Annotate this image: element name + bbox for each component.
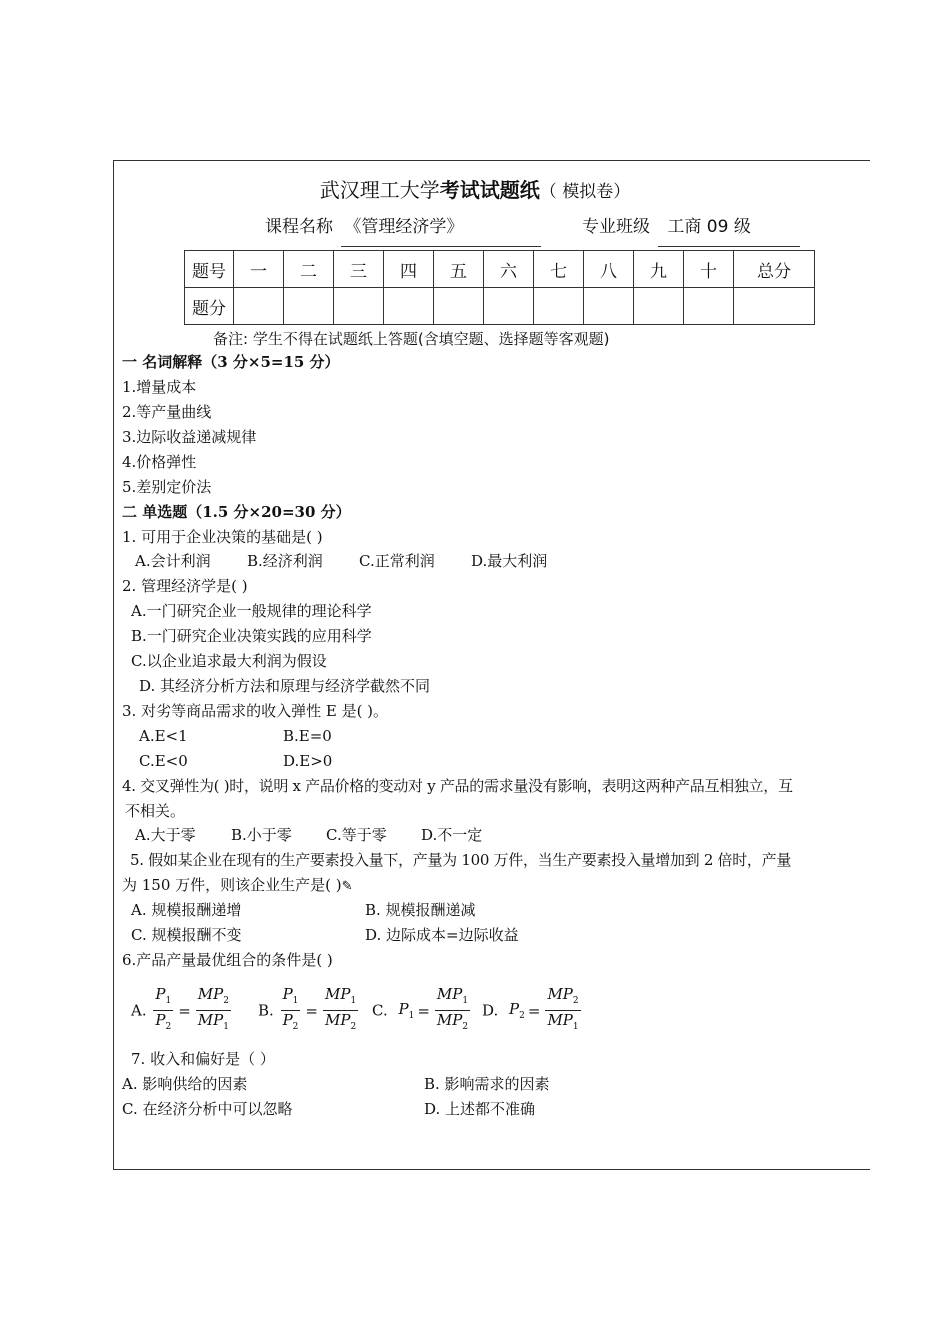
col-header: 六 <box>484 251 534 288</box>
exam-note: 备注: 学生不得在试题纸上答题(含填空题、选择题等客观题) <box>213 330 610 348</box>
option: C.E<0 <box>139 752 188 770</box>
question-4-stem-cont: 不相关。 <box>125 802 186 820</box>
formula-fraction: $\frac{MP_2}{MP_1}$ <box>197 985 229 1032</box>
term-item: 1.增量成本 <box>122 378 197 396</box>
option: B.一门研究企业决策实践的应用科学 <box>131 627 372 645</box>
option: B.经济利润 <box>247 552 323 570</box>
col-header: 三 <box>334 251 384 288</box>
option: A. 规模报酬递增 <box>131 901 242 919</box>
option-letter: C. <box>372 1001 388 1020</box>
course-value: 《管理经济学》 <box>344 217 464 237</box>
option: D. 其经济分析方法和原理与经济学截然不同 <box>139 677 431 695</box>
option: D.最大利润 <box>471 552 548 570</box>
term-item: 5.差别定价法 <box>122 478 212 496</box>
score-cell <box>284 288 334 325</box>
section-1-heading: 一 名词解释（3 分×5=15 分） <box>122 353 340 371</box>
option-formula-c: C. $P_1$ = $\frac{MP_1}{MP_2}$ <box>372 985 472 1036</box>
score-cell <box>334 288 384 325</box>
option: C. 规模报酬不变 <box>131 926 242 944</box>
option: D.E>0 <box>283 752 333 770</box>
option: A.E<1 <box>139 727 188 745</box>
col-header: 一 <box>234 251 284 288</box>
option-letter: A. <box>131 1001 147 1020</box>
paper-type: （ 模拟卷） <box>539 182 631 202</box>
col-header: 九 <box>634 251 684 288</box>
option: A. 影响供给的因素 <box>122 1075 248 1093</box>
question-number-row <box>185 251 815 288</box>
paper-title: 考试试题纸 <box>439 178 540 202</box>
question-5-stem-cont <box>122 875 353 897</box>
class-info <box>582 212 751 237</box>
col-header: 四 <box>384 251 434 288</box>
term-item: 2.等产量曲线 <box>122 403 212 421</box>
score-cell <box>534 288 584 325</box>
question-6-stem: 6.产品产量最优组合的条件是( ) <box>122 951 333 969</box>
col-header: 十 <box>684 251 734 288</box>
score-cell <box>584 288 634 325</box>
option: B. 影响需求的因素 <box>424 1075 550 1093</box>
row-label-score: 题分 <box>185 288 234 325</box>
pencil-icon: ✎ <box>341 879 353 894</box>
question-1-stem: 1. 可用于企业决策的基础是( ) <box>122 528 323 546</box>
score-cell <box>384 288 434 325</box>
option-letter: B. <box>258 1001 274 1020</box>
question-2-stem: 2. 管理经济学是( ) <box>122 577 248 595</box>
question-5-stem: 5. 假如某企业在现有的生产要素投入量下，产量为 100 万件，当生产要素投入量增加到 2 倍时，产量 <box>130 851 792 869</box>
question-5-stem-text: 为 150 万件，则该企业生产是( ) <box>122 876 342 894</box>
formula-fraction: $\frac{MP_2}{MP_1}$ <box>547 985 579 1032</box>
option: D.不一定 <box>421 826 483 844</box>
page-title <box>0 174 950 203</box>
class-underline <box>658 246 800 247</box>
option: B. 规模报酬递减 <box>365 901 476 919</box>
term-item: 3.边际收益递减规律 <box>122 428 257 446</box>
course-info <box>265 212 463 237</box>
formula-fraction: $\frac{MP_1}{MP_2}$ <box>436 985 469 1032</box>
class-label: 专业班级 <box>582 217 650 237</box>
col-header: 五 <box>434 251 484 288</box>
option: C. 在经济分析中可以忽略 <box>122 1100 293 1118</box>
col-header: 八 <box>584 251 634 288</box>
option-letter: D. <box>482 1001 499 1020</box>
option-formula-b: B. $\frac{P_1}{P_2}$ = $\frac{MP_1}{MP_2}$ <box>258 985 360 1036</box>
option: B.E=0 <box>283 727 332 745</box>
formula-fraction: $\frac{P_1}{P_2}$ <box>282 985 299 1032</box>
col-header: 二 <box>284 251 334 288</box>
class-value: 工商 09 级 <box>667 217 751 237</box>
question-7-stem: 7. 收入和偏好是（ ） <box>131 1050 275 1068</box>
score-cell <box>734 288 815 325</box>
col-header: 七 <box>534 251 584 288</box>
option: C.正常利润 <box>359 552 435 570</box>
option-formula-a: A. $\frac{P_1}{P_2}$ = $\frac{MP_2}{MP_1}$ <box>131 985 233 1036</box>
score-cell <box>434 288 484 325</box>
option: B.小于零 <box>231 826 292 844</box>
score-table <box>184 250 815 325</box>
score-cell <box>684 288 734 325</box>
formula-fraction: $\frac{MP_1}{MP_2}$ <box>324 985 357 1032</box>
option: C.等于零 <box>326 826 387 844</box>
option: A.大于零 <box>135 826 196 844</box>
section-2-heading: 二 单选题（1.5 分×20=30 分） <box>122 503 351 521</box>
option: D. 上述都不准确 <box>424 1100 536 1118</box>
question-4-stem: 4. 交叉弹性为( )时，说明 x 产品价格的变动对 y 产品的需求量没有影响，表明这两种产品互相独立，互 <box>122 777 793 795</box>
course-underline <box>341 246 541 247</box>
formula-fraction: $\frac{P_1}{P_2}$ <box>155 985 172 1032</box>
score-cell <box>484 288 534 325</box>
course-label: 课程名称 <box>265 217 333 237</box>
option: A.会计利润 <box>135 552 211 570</box>
option: A.一门研究企业一般规律的理论科学 <box>131 602 372 620</box>
option: C.以企业追求最大利润为假设 <box>131 652 327 670</box>
col-header-total: 总分 <box>734 251 815 288</box>
score-row <box>185 288 815 325</box>
score-cell <box>234 288 284 325</box>
row-label-question: 题号 <box>185 251 234 288</box>
university-name: 武汉理工大学 <box>319 178 440 202</box>
option-formula-d: D. $P_2$ = $\frac{MP_2}{MP_1}$ <box>482 985 583 1036</box>
term-item: 4.价格弹性 <box>122 453 197 471</box>
option: D. 边际成本=边际收益 <box>365 926 519 944</box>
question-3-stem: 3. 对劣等商品需求的收入弹性 E 是( )。 <box>122 702 389 720</box>
score-cell <box>634 288 684 325</box>
